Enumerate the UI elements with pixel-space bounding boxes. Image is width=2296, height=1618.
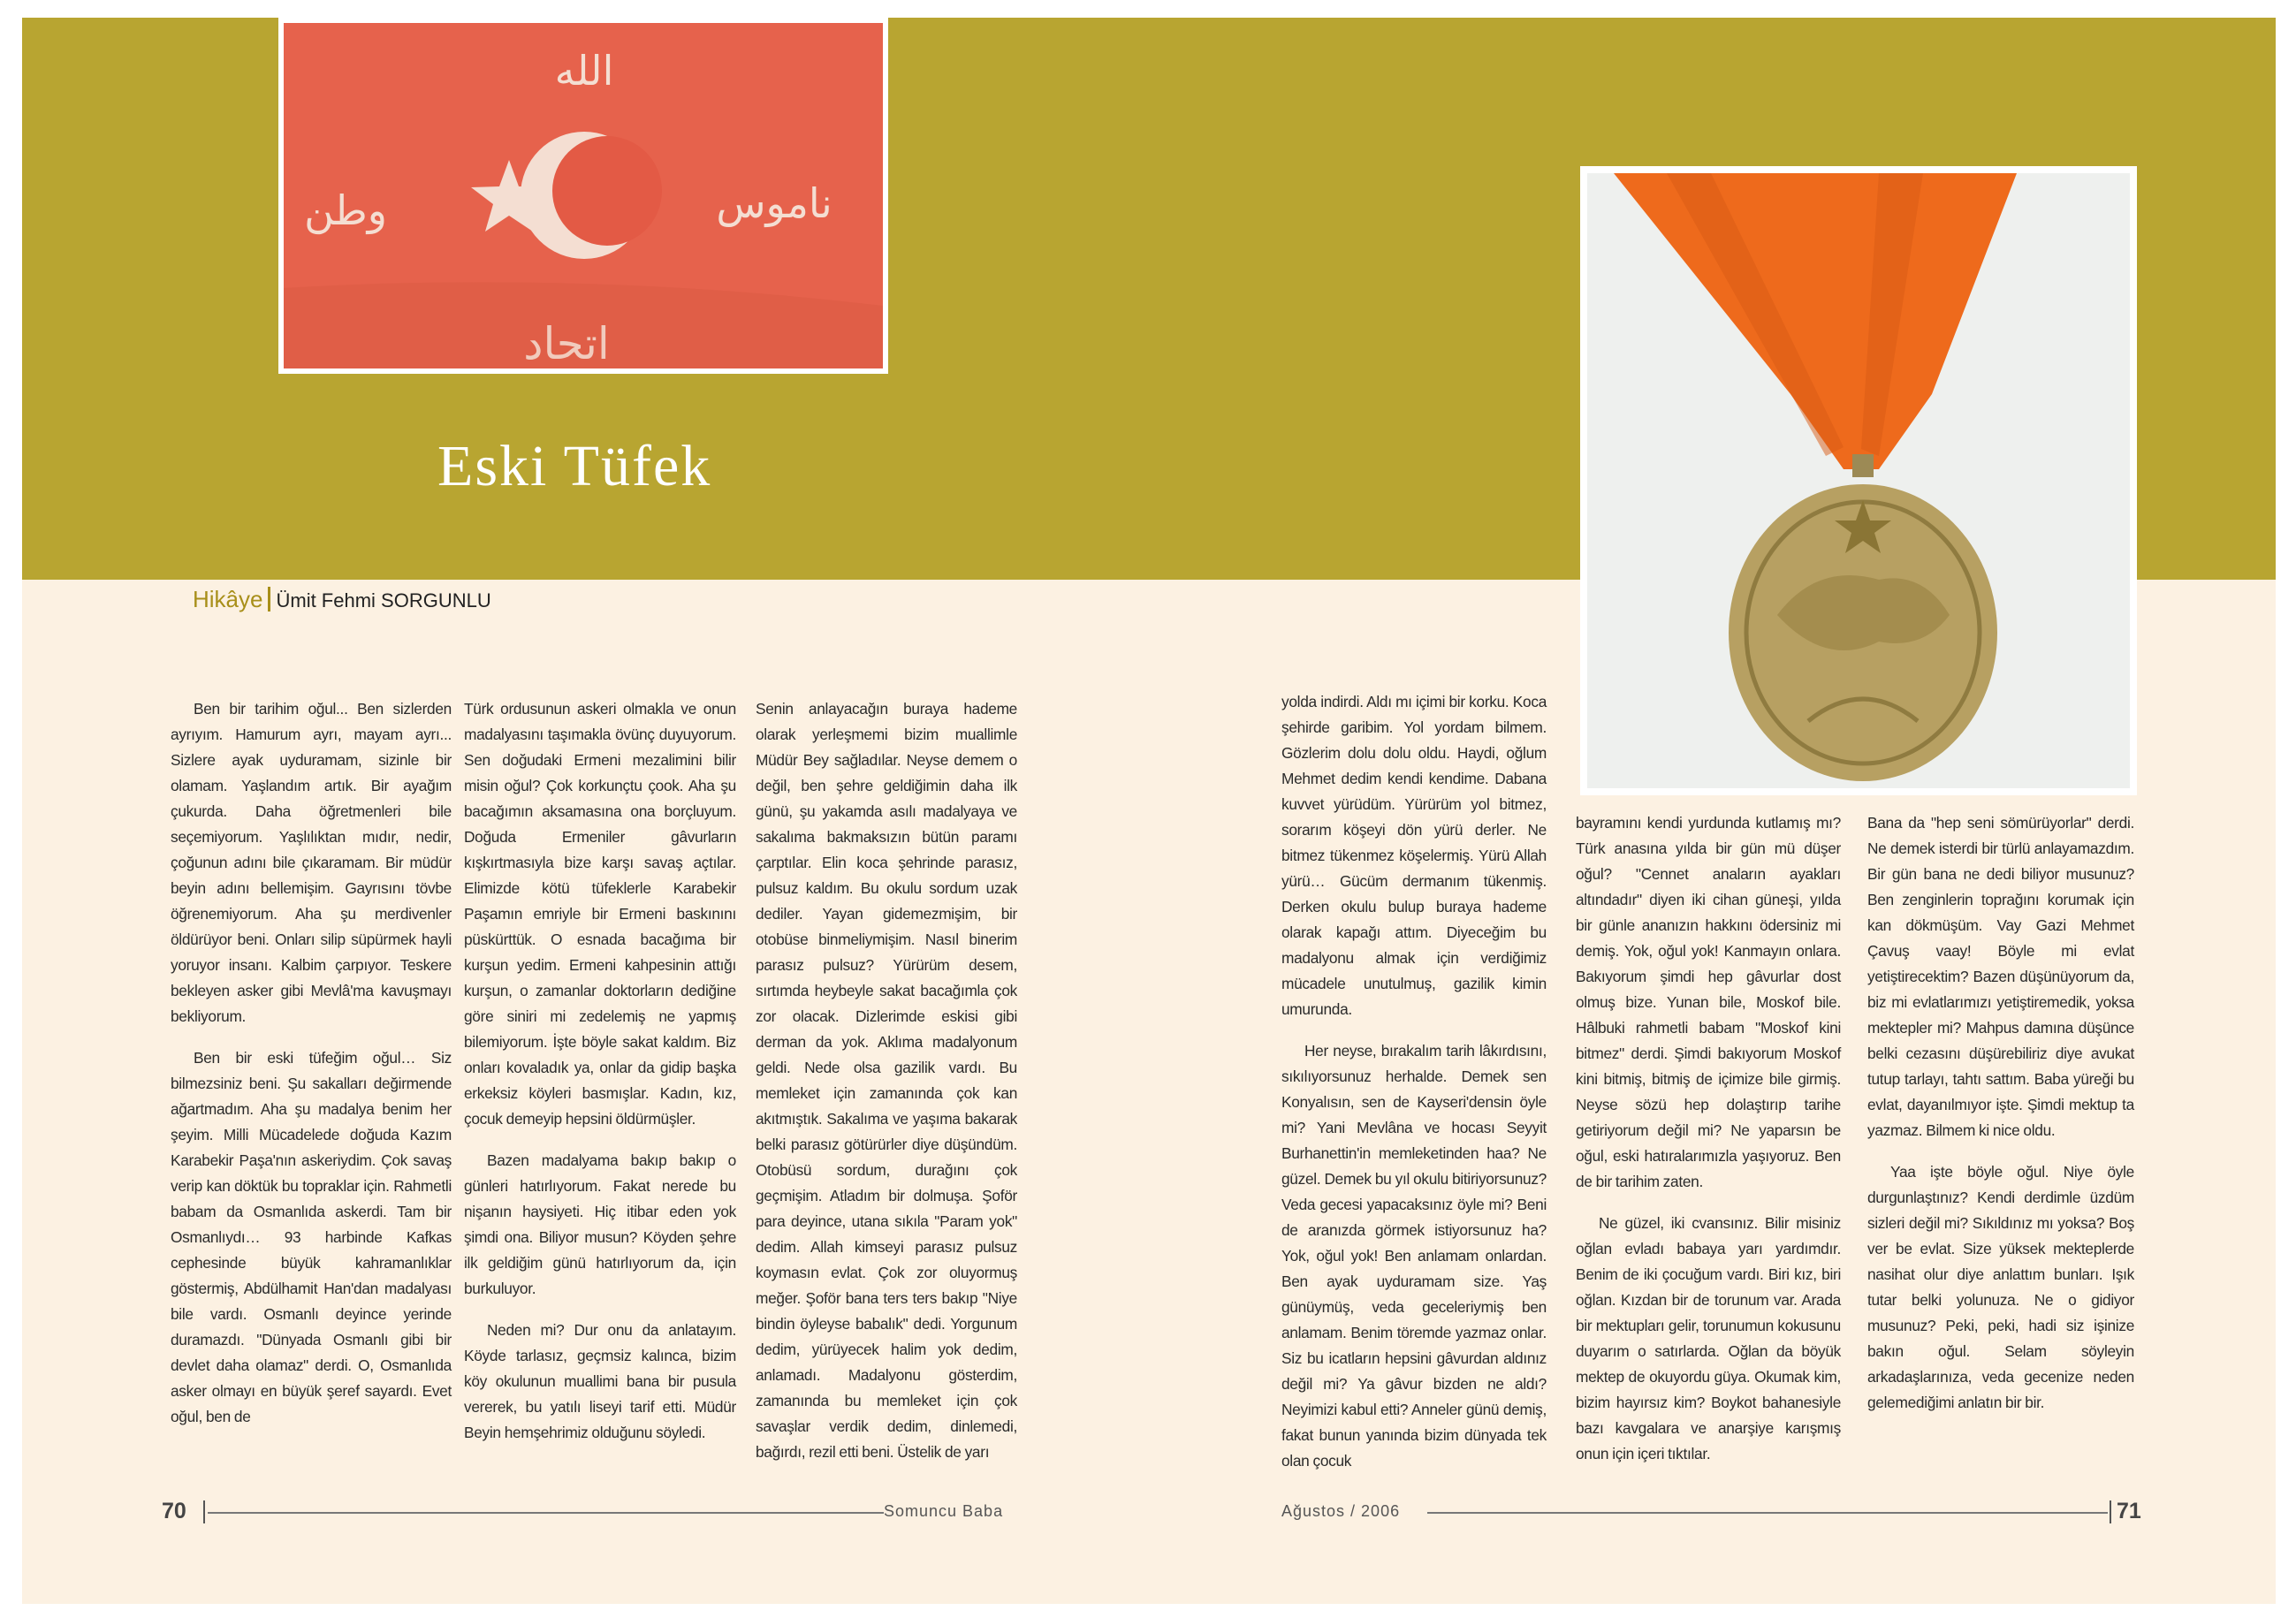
footer-rule-left (208, 1512, 884, 1514)
footer-tick-right (2110, 1500, 2111, 1523)
paragraph: Yaa işte böyle oğul. Niye öyle durgunlaştınız? Kendi derdimle üzdüm sizleri değil mi? Sıkıldınız mı yoksa? Boş ver be evlat. Size yüksek mekteplerde nasihat olur diye anlattım bunları. Işık tutar belki yolunuza. Ne o gidiyor musunuz? Peki, peki, hadi siz işinize bakın oğul. Selam söyleyin arkadaşlarınıza, veda gecenize neden gelemediğimi anlatın bir bir. (1867, 1163, 2134, 1411)
text-column-3 (756, 696, 1017, 1481)
left-page-number: 70 (162, 1499, 186, 1523)
footer-issue-date: Ağustos / 2006 (1281, 1502, 1401, 1520)
svg-text:الله: الله (554, 47, 614, 95)
footer-rule-right (1427, 1512, 2108, 1514)
medal-photo (1580, 166, 2137, 795)
paragraph: Ben bir eski tüfeğim oğul… Siz bilmezsiniz beni. Şu sakalları değirmende ağartmadım. Aha şu madalya benim her şeyim. Milli Mücadelede doğuda Kazım Karabekir Paşa'nın askeriydim. Çok savaş verip kan döktük bu topraklar için. Rahmetli babam da Osmanlıda askerdi. Tam bir Osmanlıydı… 93 harbinde Kafkas cephesinde büyük kahramanlıklar göstermiş, Abdülhamit Han'dan madalyası bile vardı. Osmanlı deyince yerinde duramazdı. "Dünyada Osmanlı gibi bir devlet daha olamaz" derdi. O, Osmanlıda asker olmayı en büyük şeref sayardı. Evet oğul, ben de (171, 1049, 452, 1425)
paragraph: bayramını kendi yurdunda kutlamış mı? Türk anasına yılda bir gün mü düşer oğul? "Cennet anaların ayakları altındadır" diyen iki cihan güneşi, yılda bir günle ananızın hakkını ödersiniz mi demiş. Yok, oğul yok! Kanmayın onlara. Bakıyorum şimdi hep gâvurlar dost olmuş bize. Yunan bile, Moskof bile. Hâlbuki rahmetli babam "Moskof kini bitmez" derdi. Şimdi bakıyorum Moskof kini bitmiş, bitmiş de içimize bile girmiş. Neyse sözü hep dolaştırıp tarihe getiriyorum değil mi? Ne yaparsın be oğul, eski hatıralarımızla yaşıyoruz. Ben de bir tarihim zaten. (1576, 814, 1841, 1190)
paragraph: Neden mi? Dur onu da anlatayım. Köyde tarlasız, geçmsiz kalınca, bizim köy okulunun muallimi bana bir pusula vererek, bu yatılı liseyi tarif etti. Müdür Beyin hemşehrimiz olduğunu söyledi. (464, 1321, 736, 1441)
ottoman-flag-image (284, 23, 883, 368)
svg-text:ناموس: ناموس (716, 179, 832, 227)
byline (193, 586, 491, 613)
footer-tick-left (203, 1500, 205, 1523)
paragraph: Bana da "hep seni sömürüyorlar" derdi. Ne demek isterdi bir türlü anlayamazdım. Bir gün bana ne dedi biliyor musunuz? Ben zenginlerin toprağını korumak için kan dökmüşüm. Vay Gazi Mehmet Çavuş vaay! Böyle mi evlat yetiştirecektim? Bazen düşünüyorum da, biz mi evlatlarımızı yetiştiremedik, yoksa mektepler mi? Mahpus damına düşünce belki cezasını düşürebiliriz diye avukat tutup tarlayı, tahtı sattım. Baba yüreği bu evlat, dayanılmıyor işte. Şimdi mektup ta yazmaz. Bilmem ki nice oldu. (1867, 814, 2134, 1139)
paragraph: Senin anlayacağın buraya hademe olarak yerleşmemi bizim muallimle Müdür Bey sağladılar. Neyse demem o değil, ben şehre geldiğimin daha ilk günü, şu yakamda asılı madalyaya ve sakalıma bakmaksızın bütün paramı çarptılar. Elin koca şehrinde parasız, pulsuz kaldım. Bu okulu sordum uzak dediler. Yayan gidemezmişim, bir otobüse binmeliymişim. Nasıl binerim parasız pulsuz? Yürürüm desem, sırtımda heybeyle sakat bacağımla çok zor olacak. Dizlerimde eskisi gibi derman da yok. Aklıma madalyonum geldi. Nede olsa gazilik vardı. Bu memleket için zamanında çok kan akıtmıştık. Sakalıma ve yaşıma bakarak belki parasız götürürler diye düşündüm. Otobüsü sordum, durağını çok geçmişim. Atladım bir dolmuşa. Şoför para deyince, utana sıkıla "Param yok" dedim. Allah kimseyi parasız pulsuz koymasın evlat. Çok zor oluyormuş meğer. Şoför bana ters ters bakıp "Niye bindin öyleyse babalık" dedi. Yorgunum dedim, yürüyecek halim yok dedim, anlamadı. Madalyonu gösterdim, zamanında bu memleket için çok savaşlar verdik dedim, dinlemedi, bağırdı, rezil etti beni. Üstelik de yarı (756, 700, 1017, 1461)
paragraph: Bazen madalyama bakıp bakıp o günleri hatırlıyorum. Fakat nerede bu nişanın haysiyeti. Hiç itibar eden yok şimdi ona. Biliyor musun? Köyden şehre ilk geldiğim günü hatırlıyorum da, için burkuluyor. (464, 1151, 736, 1297)
svg-text:اتحاد: اتحاد (523, 318, 610, 368)
medal-image (1587, 173, 2130, 788)
magazine-spread (22, 18, 2276, 1604)
paragraph: Ne güzel, iki cvansınız. Bilir misiniz oğlan evladı babaya yarı yardımdır. Benim de iki çocuğum vardı. Biri kız, biri oğlan. Kızdan bir de torunum var. Arada bir mektupları gelir, torunumun kokusunu duyarım o satırlarda. Oğlan da böyük mektep de okuyordu güya. Okumak kim, bizim hayırsız kim? Boykot bahanesiyle bazı kavgalara ve anarşiye karışmış onun için içeri tıktılar. (1576, 1214, 1841, 1462)
text-column-5 (1576, 810, 1841, 1483)
section-label: Hikâye (193, 586, 263, 612)
paragraph: Her neyse, bırakalım tarih lâkırdısını, sıkılıyorsunuz herhalde. Demek sen Konyalısın, sen de Kayseri'densin öyle mi? Yani Mevlâna ve hocası Seyyit Burhanettin'in memleketinden haa? Ne güzel. Demek bu yıl okulu bitiriyorsunuz? Veda gecesi yapacaksınız öyle mi? Beni de aranızda görmek istiyorsunuz ha? Yok, oğul yok! Ben anlamam onlardan. Ben ayak uyduramam size. Yaş günüymüş, veda geceleriymiş ben anlamam. Benim töremde yazmaz onlar. Siz bu icatların hepsini gâvurdan aldınız değil mi? Ya gâvur bizden ne aldı? Neyimizi kabul etti? Anneler günü demiş, fakat bunun yanında bizim dünyada tek olan çocuk (1281, 1042, 1547, 1470)
flag-photo (278, 18, 888, 374)
article-title: Eski Tüfek (437, 434, 712, 498)
paragraph: Türk ordusunun askeri olmakla ve onun madalyasını taşımakla övünç duyuyorum. Sen doğudaki Ermeni mezalimini bilir misin oğul? Çok korkunçtu çook. Aha şu bacağımın aksamasına ona borçluyum. Doğuda Ermeniler gâvurların kışkırtmasıyla bize karşı savaş açtılar. Elimizde kötü tüfeklerle Karabekir Paşamın emriyle bir Ermeni baskınını püskürttük. O esnada bacağıma bir kurşun yedim. Ermeni kahpesinin attığı kurşun, o zamanlar doktorların dediğine göre siniri mi zedelemiş ne yapmış bilemiyorum. İşte böyle sakat kaldım. Biz onları kovaladık ya, onlar da gidip başka erkeksiz köyleri basmışlar. Kadın, kız, çocuk demeyip hepsini öldürmüşler. (464, 700, 736, 1128)
text-column-2 (464, 696, 736, 1462)
text-column-1 (171, 696, 452, 1446)
right-page-number: 71 (2117, 1499, 2141, 1523)
footer-magazine-name: Somuncu Baba (884, 1502, 1004, 1520)
text-column-6 (1867, 810, 2134, 1432)
text-column-4 (1281, 689, 1547, 1490)
byline-divider (268, 587, 270, 611)
author-name: Ümit Fehmi SORGUNLU (276, 589, 491, 611)
svg-text:وطن: وطن (304, 186, 387, 234)
paragraph: yolda indirdi. Aldı mı içimi bir korku. Koca şehirde garibim. Yol yordam bilmem. Gözlerim dolu dolu oldu. Haydi, oğlum Mehmet dedim kendi kendime. Dabana kuvvet yürüdüm. Yürürüm yol bitmez, sorarım köşeyi dön yürü derler. Ne bitmez tükenmez köşelermiş. Yürü Allah yürü… Gücüm dermanım tükenmiş. Derken okulu bulup buraya hademe olarak kapağı attım. Diyeceğim bu madalyonu almak için verdiğimiz mücadele unutulmuş, gazilik kimin umurunda. (1281, 693, 1547, 1018)
paragraph: Ben bir tarihim oğul... Ben sizlerden ayrıyım. Hamurum ayrı, mayam ayrı... Sizlere ayak uyduramam, sizinle bir olamam. Yaşlandım artık. Bir ayağım çukurda. Daha öğretmenleri bile seçemiyorum. Yaşlılıktan mıdır, nedir, çoğunun adını bile çıkaramam. Bir müdür beyin adını bellemişim. Gayrısını tövbe öğrenemiyorum. Aha şu merdivenler öldürüyor beni. Onları silip süpürmek hayli yoruyor insanı. Kalbim çarpıyor. Teskere bekleyen asker gibi Mevlâ'ma kavuşmayı bekliyorum. (171, 700, 452, 1025)
